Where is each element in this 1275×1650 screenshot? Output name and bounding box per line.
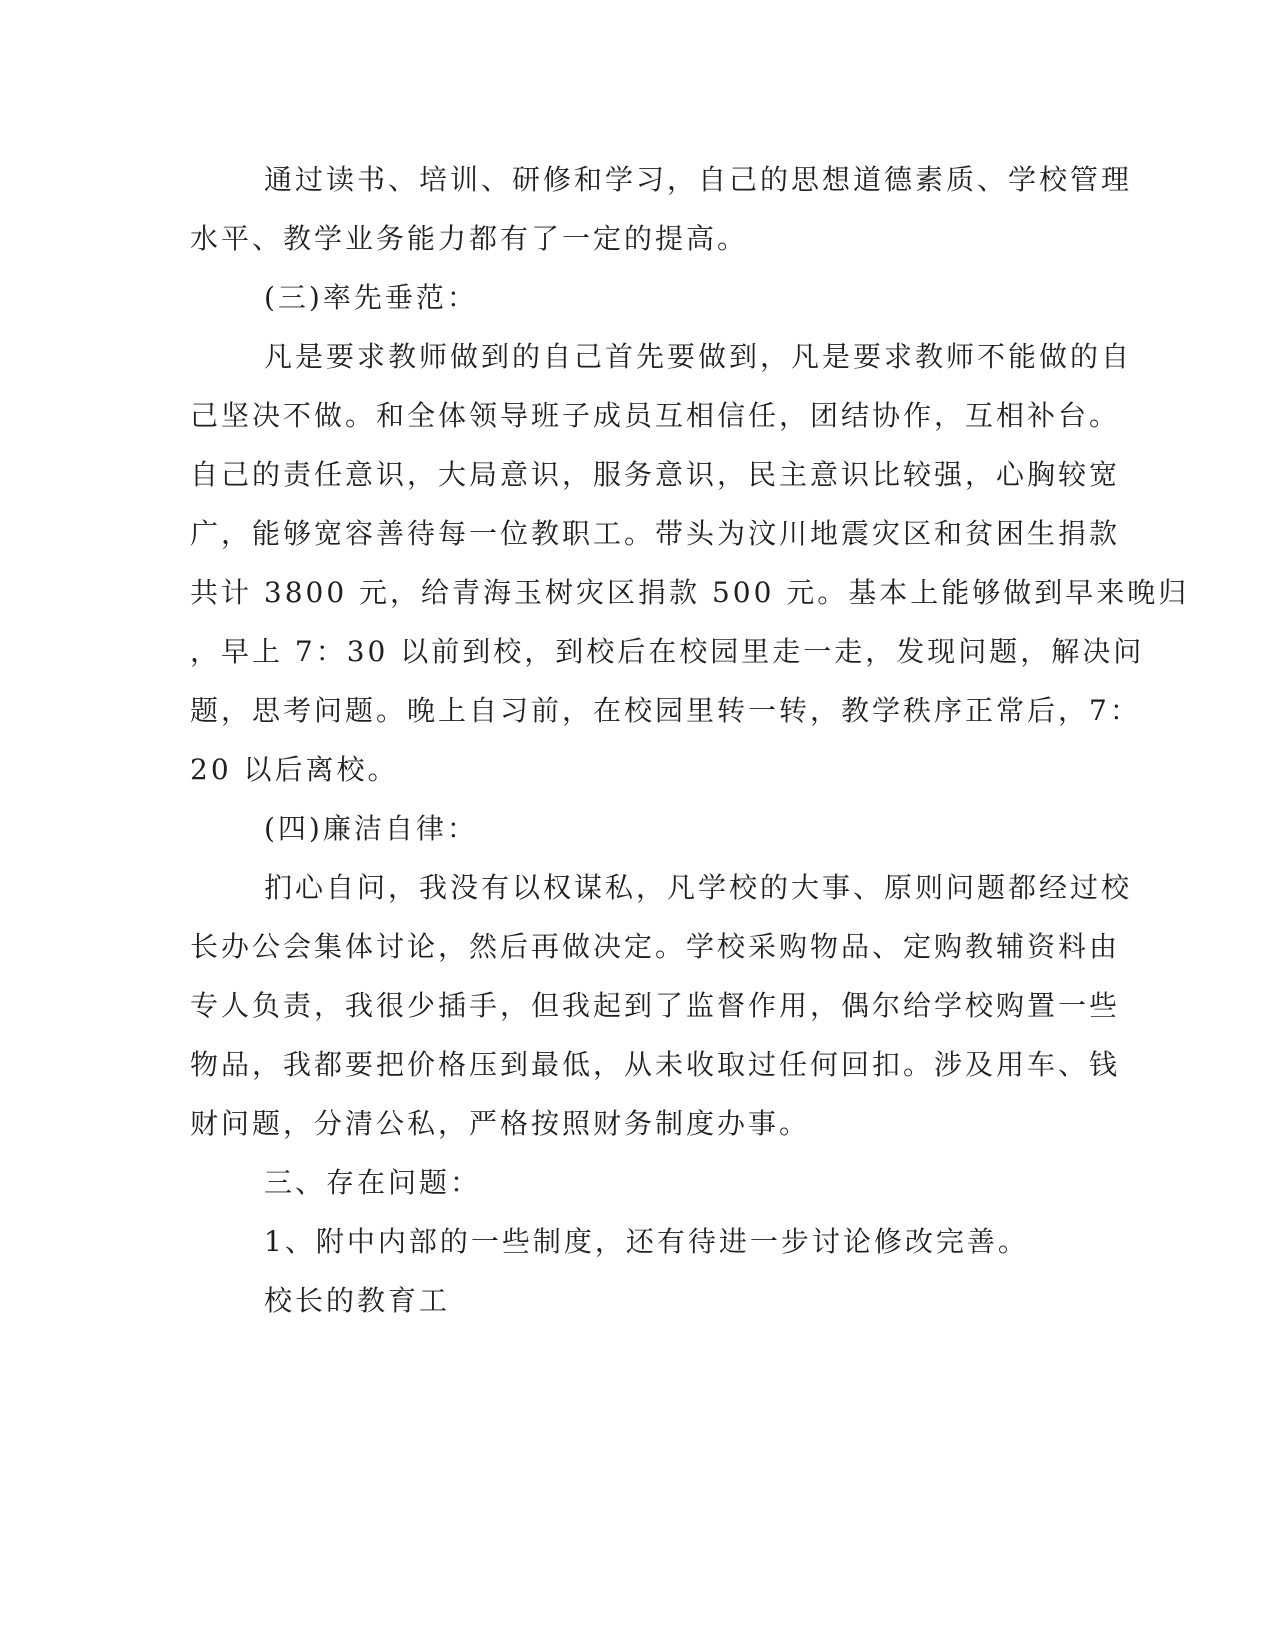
paragraph-line: 广，能够宽容善待每一位教职工。带头为汶川地震灾区和贫困生捐款 [190,517,1121,550]
paragraph-line: 自己的责任意识，大局意识，服务意识，民主意识比较强，心胸较宽 [190,458,1121,491]
section-heading: 三、存在问题： [264,1166,482,1199]
paragraph-line: ，早上 7：30 以前到校，到校后在校园里走一走，发现问题，解决问 [190,635,1145,668]
paragraph-line: 校长的教育工 [264,1284,451,1317]
paragraph-line: 20 以后离校。 [190,753,399,786]
paragraph-line: 题，思考问题。晚上自习前，在校园里转一转，教学秩序正常后，7： [190,694,1141,727]
paragraph-line: 扪心自问，我没有以权谋私，凡学校的大事、原则问题都经过校 [264,871,1133,904]
paragraph-line: 共计 3800 元，给青海玉树灾区捐款 500 元。基本上能够做到早来晚归 [190,576,1190,609]
section-heading: (三)率先垂范： [264,281,478,314]
paragraph-line: 己坚决不做。和全体领导班子成员互相信任，团结协作，互相补台。 [190,399,1121,432]
paragraph-line: 1、附中内部的一些制度，还有待进一步讨论修改完善。 [264,1225,1029,1258]
paragraph-line: 水平、教学业务能力都有了一定的提高。 [190,222,749,255]
section-heading: (四)廉洁自律： [264,812,478,845]
paragraph-line: 物品，我都要把价格压到最低，从未收取过任何回扣。涉及用车、钱 [190,1048,1121,1081]
paragraph-line: 凡是要求教师做到的自己首先要做到，凡是要求教师不能做的自 [264,340,1133,373]
paragraph-line: 长办公会集体讨论，然后再做决定。学校采购物品、定购教辅资料由 [190,930,1121,963]
paragraph-line: 专人负责，我很少插手，但我起到了监督作用，偶尔给学校购置一些 [190,989,1121,1022]
paragraph-line: 财问题，分清公私，严格按照财务制度办事。 [190,1107,811,1140]
paragraph-line: 通过读书、培训、研修和学习，自己的思想道德素质、学校管理 [264,163,1133,196]
